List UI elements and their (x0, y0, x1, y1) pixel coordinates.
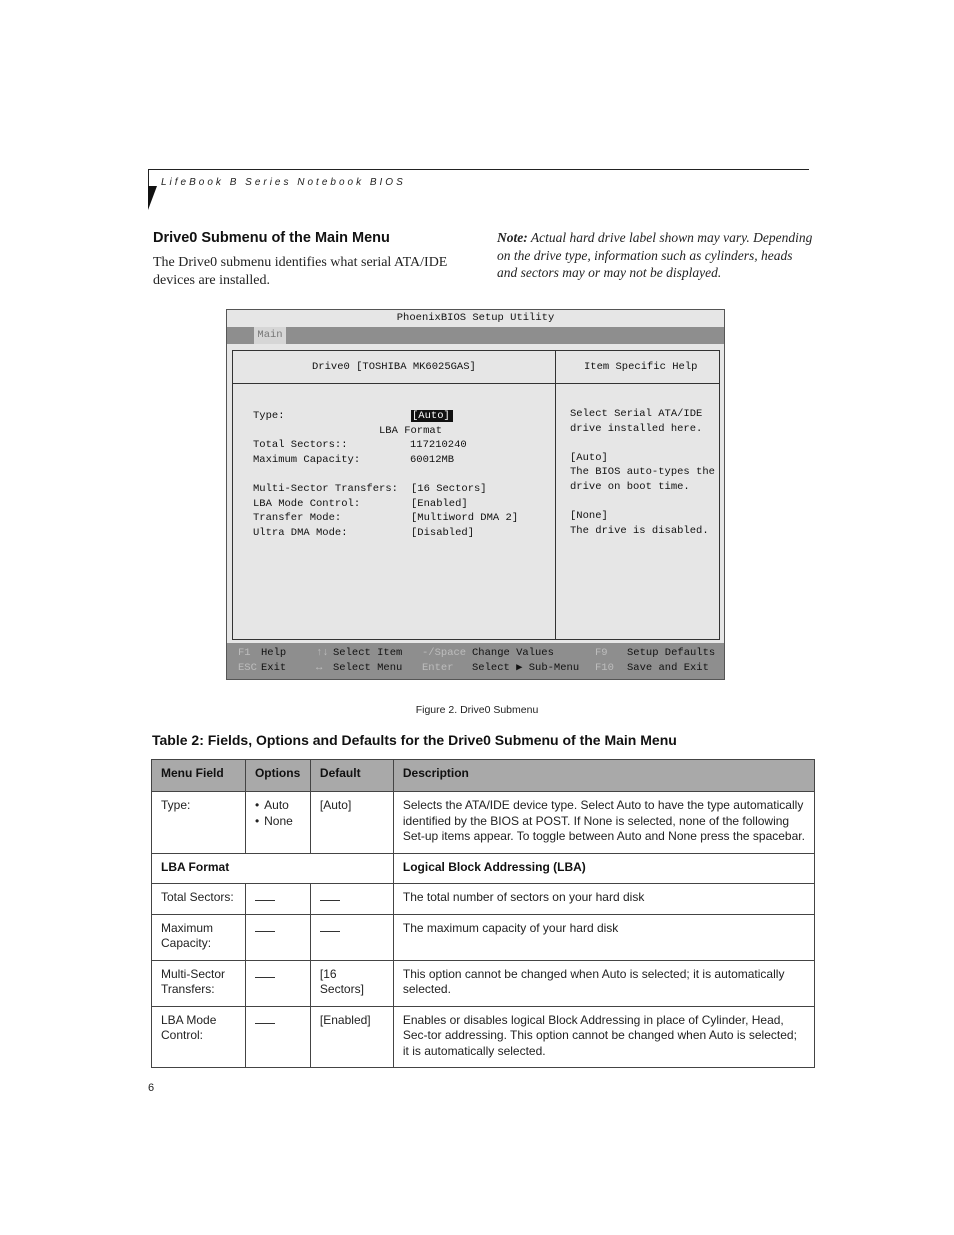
help-title: Item Specific Help (584, 361, 698, 373)
field-max-capacity-label: Maximum Capacity: (253, 453, 361, 466)
help-line: [None] (570, 510, 608, 523)
blank-line (320, 922, 340, 932)
table-row (152, 914, 815, 960)
table-row (152, 960, 815, 1006)
column-header: Menu Field (152, 760, 246, 792)
column-header: Options (245, 760, 310, 792)
cell-description: The maximum capacity of your hard disk (393, 914, 814, 960)
header-rule (148, 169, 809, 170)
blank-line (320, 891, 340, 901)
cell-options (245, 884, 310, 915)
option-item: • Auto (255, 798, 301, 814)
running-header-title: LifeBook B Series Notebook BIOS (161, 177, 406, 188)
field-lba-mode-value[interactable]: [Enabled] (411, 497, 468, 510)
option-item: • None (255, 814, 301, 830)
field-multi-sector-value[interactable]: [16 Sectors] (411, 483, 487, 495)
field-ultra-dma-label: Ultra DMA Mode: (253, 526, 348, 539)
column-header: Description (393, 760, 814, 792)
key-arrows-leftright-desc: Select Menu (333, 662, 403, 674)
help-line: drive on boot time. (570, 481, 690, 493)
blank-line (255, 968, 275, 978)
cell-description: Logical Block Addressing (LBA) (393, 853, 814, 884)
figure-caption: Figure 2. Drive0 Submenu (415, 704, 539, 716)
table-row (152, 884, 815, 915)
cell-description: This option cannot be changed when Auto is selected; it is automatically selected. (393, 960, 814, 1006)
help-line: drive installed here. (570, 422, 703, 435)
bios-tab-main[interactable]: Main (254, 327, 286, 344)
cell-field: Maximum Capacity: (152, 914, 246, 960)
bios-title: PhoenixBIOS Setup Utility (227, 310, 724, 327)
cell-options (245, 792, 310, 854)
key-space: -/Space (422, 647, 467, 659)
blank-line (255, 922, 275, 932)
options-list (255, 798, 301, 829)
bios-menubar (227, 327, 724, 344)
help-line: The drive is disabled. (570, 524, 709, 537)
cell-options (245, 1006, 310, 1068)
key-f9: F9 (595, 647, 608, 659)
section-intro: The Drive0 submenu identifies what serial ATA/IDE devices are installed. (153, 255, 448, 288)
cell-field: Multi-Sector Transfers: (152, 960, 246, 1006)
cell-field: Total Sectors: (152, 884, 246, 915)
key-space-desc: Change Values (472, 647, 554, 659)
key-f9-desc: Setup Defaults (627, 647, 716, 659)
table-header-row (152, 760, 815, 792)
table-row (152, 853, 815, 884)
cell-field: LBA Mode Control: (152, 1006, 246, 1068)
key-arrows-leftright: ↔ (316, 662, 323, 674)
blank-line (255, 891, 275, 901)
cell-options (245, 914, 310, 960)
key-f10-desc: Save and Exit (627, 662, 709, 674)
cell-description: The total number of sectors on your hard disk (393, 884, 814, 915)
key-esc-desc: Exit (261, 662, 287, 674)
fields-table (151, 759, 815, 1068)
bios-key-legend (227, 643, 724, 679)
section-title: Drive0 Submenu of the Main Menu (153, 230, 390, 246)
column-header: Default (310, 760, 393, 792)
table-row (152, 792, 815, 854)
field-total-sectors-value: 117210240 (410, 439, 467, 452)
key-f1: F1 (238, 647, 251, 659)
cell-options (245, 960, 310, 1006)
note-label: Note: (497, 230, 528, 245)
panel-divider-vertical (555, 351, 556, 639)
key-enter: Enter (422, 662, 454, 674)
field-max-capacity-value: 60012MB (410, 453, 455, 466)
key-f1-desc: Help (261, 647, 287, 659)
cell-field: LBA Format (152, 853, 394, 884)
bios-main-panel (232, 350, 720, 640)
key-esc: ESC (238, 662, 257, 674)
panel-title: Drive0 [TOSHIBA MK6025GAS] (312, 361, 476, 373)
panel-divider-horizontal (233, 383, 719, 384)
page-number: 6 (148, 1082, 155, 1094)
help-line: Select Serial ATA/IDE (570, 408, 703, 420)
table-title: Table 2: Fields, Options and Defaults for the Drive0 Submenu of the Main Menu (152, 732, 677, 748)
cell-default (310, 884, 393, 915)
field-multi-sector-label: Multi-Sector Transfers: (253, 483, 398, 495)
cell-default: [Enabled] (310, 1006, 393, 1068)
table-row (152, 1006, 815, 1068)
cell-field: Type: (152, 792, 246, 854)
field-lba-format: LBA Format (379, 424, 443, 437)
header-wedge-mark (148, 186, 157, 210)
field-transfer-mode-label: Transfer Mode: (253, 512, 342, 525)
selected-value[interactable]: [Auto] (411, 410, 453, 422)
field-ultra-dma-value[interactable]: [Disabled] (411, 526, 475, 539)
help-line: [Auto] (570, 451, 608, 464)
note-text: Actual hard drive label shown may vary. Depending on the drive type, information such as cylinders, heads and sectors may or may not be displayed. (497, 230, 813, 280)
field-lba-mode-label: LBA Mode Control: (253, 497, 361, 510)
cell-default: [16 Sectors] (310, 960, 393, 1006)
key-arrows-updown: ↑↓ (316, 647, 329, 659)
field-transfer-mode-value[interactable]: [Multiword DMA 2] (411, 512, 519, 525)
cell-description: Enables or disables logical Block Addressing in place of Cylinder, Head, Sec-tor addressing. This option cannot be changed when Auto is selected; it is automatically selected. (393, 1006, 814, 1068)
key-f10: F10 (595, 662, 614, 674)
blank-line (255, 1014, 275, 1024)
cell-default (310, 914, 393, 960)
field-type-value[interactable] (411, 409, 453, 424)
field-total-sectors-label: Total Sectors:: (253, 439, 348, 452)
cell-description: Selects the ATA/IDE device type. Select Auto to have the type automatically identified by the BIOS at POST. If None is selected, none of the following Set-up items appear. To toggle between Auto and None press the spacebar. (393, 792, 814, 854)
bios-screenshot (226, 309, 725, 680)
key-enter-desc: Select ▶ Sub-Menu (472, 662, 580, 674)
help-line: The BIOS auto-types the (570, 466, 715, 479)
field-type-label: Type: (253, 410, 285, 422)
cell-default: [Auto] (310, 792, 393, 854)
key-arrows-updown-desc: Select Item (333, 647, 403, 659)
note-paragraph (497, 229, 815, 282)
